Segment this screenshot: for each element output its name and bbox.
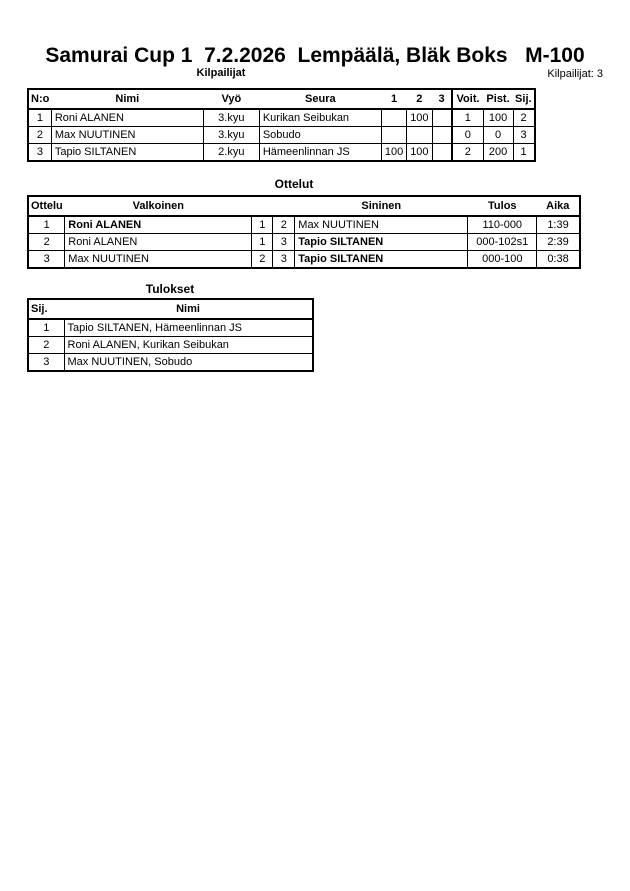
- match-row: [28, 251, 580, 269]
- cell-nimi: Max NUUTINEN: [51, 127, 203, 144]
- column-header-nimi: Nimi: [51, 89, 203, 109]
- cell-round1: 100: [381, 144, 406, 162]
- result-row: [28, 319, 313, 337]
- column-header-round3: 3: [432, 89, 452, 109]
- cell-tulos: 110-000: [468, 216, 537, 234]
- cell-valkoinen-number: 2: [252, 251, 273, 269]
- match-row: [28, 234, 580, 251]
- competitors-table: [27, 88, 536, 162]
- cell-sininen: Tapio SILTANEN: [295, 251, 468, 269]
- column-header-pist: Pist.: [483, 89, 513, 109]
- cell-nimi: Tapio SILTANEN, Hämeenlinnan JS: [64, 319, 313, 337]
- cell-match-no: 1: [28, 216, 65, 234]
- cell-nimi: Max NUUTINEN, Sobudo: [64, 354, 313, 372]
- cell-sij: 2: [28, 337, 64, 354]
- cell-sij: 1: [513, 144, 535, 162]
- section-heading-ottelut: Ottelut: [274, 177, 314, 191]
- cell-vyo: 2.kyu: [203, 144, 259, 162]
- column-header-snum: [273, 196, 295, 216]
- cell-valkoinen: Roni ALANEN: [65, 234, 252, 251]
- cell-sininen-number: 3: [273, 251, 295, 269]
- result-row: [28, 337, 313, 354]
- competitor-row: [28, 127, 535, 144]
- cell-round2: [407, 127, 432, 144]
- section-heading-kilpailijat: Kilpailijat: [196, 67, 246, 79]
- column-header-aika: Aika: [537, 196, 580, 216]
- matches-table: [27, 195, 581, 269]
- cell-round3: [432, 109, 452, 127]
- cell-valkoinen: Max NUUTINEN: [65, 251, 252, 269]
- cell-pist: 100: [483, 109, 513, 127]
- cell-match-no: 3: [28, 251, 65, 269]
- cell-nimi: Roni ALANEN, Kurikan Seibukan: [64, 337, 313, 354]
- competitors-count: Kilpailijat: 3: [547, 68, 603, 80]
- column-header-seura: Seura: [259, 89, 381, 109]
- cell-nimi: Tapio SILTANEN: [51, 144, 203, 162]
- cell-voit: 0: [452, 127, 483, 144]
- cell-sij: 3: [28, 354, 64, 372]
- cell-sininen-number: 3: [273, 234, 295, 251]
- matches-header-row: [28, 196, 580, 216]
- cell-seura: Hämeenlinnan JS: [259, 144, 381, 162]
- cell-round3: [432, 127, 452, 144]
- column-header-sininen: Sininen: [295, 196, 468, 216]
- cell-no: 2: [28, 127, 51, 144]
- cell-round1: [381, 109, 406, 127]
- results-header-row: [28, 299, 313, 319]
- results-table: [27, 298, 314, 372]
- column-header-round1: 1: [381, 89, 406, 109]
- column-header-valkoinen: Valkoinen: [65, 196, 252, 216]
- cell-sininen-number: 2: [273, 216, 295, 234]
- cell-valkoinen: Roni ALANEN: [65, 216, 252, 234]
- cell-aika: 1:39: [537, 216, 580, 234]
- competitors-header-row: [28, 89, 535, 109]
- cell-vyo: 3.kyu: [203, 127, 259, 144]
- cell-seura: Kurikan Seibukan: [259, 109, 381, 127]
- cell-voit: 1: [452, 109, 483, 127]
- column-header-no: N:o: [28, 89, 51, 109]
- result-row: [28, 354, 313, 372]
- cell-round3: [432, 144, 452, 162]
- cell-tulos: 000-102s1: [468, 234, 537, 251]
- cell-nimi: Roni ALANEN: [51, 109, 203, 127]
- column-header-sij: Sij.: [28, 299, 64, 319]
- cell-sininen: Max NUUTINEN: [295, 216, 468, 234]
- cell-voit: 2: [452, 144, 483, 162]
- cell-sij: 3: [513, 127, 535, 144]
- cell-match-no: 2: [28, 234, 65, 251]
- cell-valkoinen-number: 1: [252, 234, 273, 251]
- competitor-row: [28, 144, 535, 162]
- cell-no: 3: [28, 144, 51, 162]
- cell-tulos: 000-100: [468, 251, 537, 269]
- cell-round1: [381, 127, 406, 144]
- page-title: Samurai Cup 1 7.2.2026 Lempäälä, Bläk Boks M-100: [45, 44, 585, 67]
- cell-no: 1: [28, 109, 51, 127]
- cell-aika: 0:38: [537, 251, 580, 269]
- cell-sij: 1: [28, 319, 64, 337]
- cell-pist: 200: [483, 144, 513, 162]
- column-header-sij: Sij.: [513, 89, 535, 109]
- section-heading-tulokset: Tulokset: [145, 282, 195, 296]
- column-header-nimi: Nimi: [64, 299, 313, 319]
- cell-valkoinen-number: 1: [252, 216, 273, 234]
- column-header-vnum: [252, 196, 273, 216]
- cell-seura: Sobudo: [259, 127, 381, 144]
- cell-sininen: Tapio SILTANEN: [295, 234, 468, 251]
- column-header-vyo: Vyö: [203, 89, 259, 109]
- cell-round2: 100: [407, 144, 432, 162]
- cell-pist: 0: [483, 127, 513, 144]
- cell-vyo: 3.kyu: [203, 109, 259, 127]
- cell-sij: 2: [513, 109, 535, 127]
- column-header-voit: Voit.: [452, 89, 483, 109]
- match-row: [28, 216, 580, 234]
- column-header-round2: 2: [407, 89, 432, 109]
- cell-round2: 100: [407, 109, 432, 127]
- column-header-ottelu: Ottelu: [28, 196, 65, 216]
- column-header-tulos: Tulos: [468, 196, 537, 216]
- cell-aika: 2:39: [537, 234, 580, 251]
- competitor-row: [28, 109, 535, 127]
